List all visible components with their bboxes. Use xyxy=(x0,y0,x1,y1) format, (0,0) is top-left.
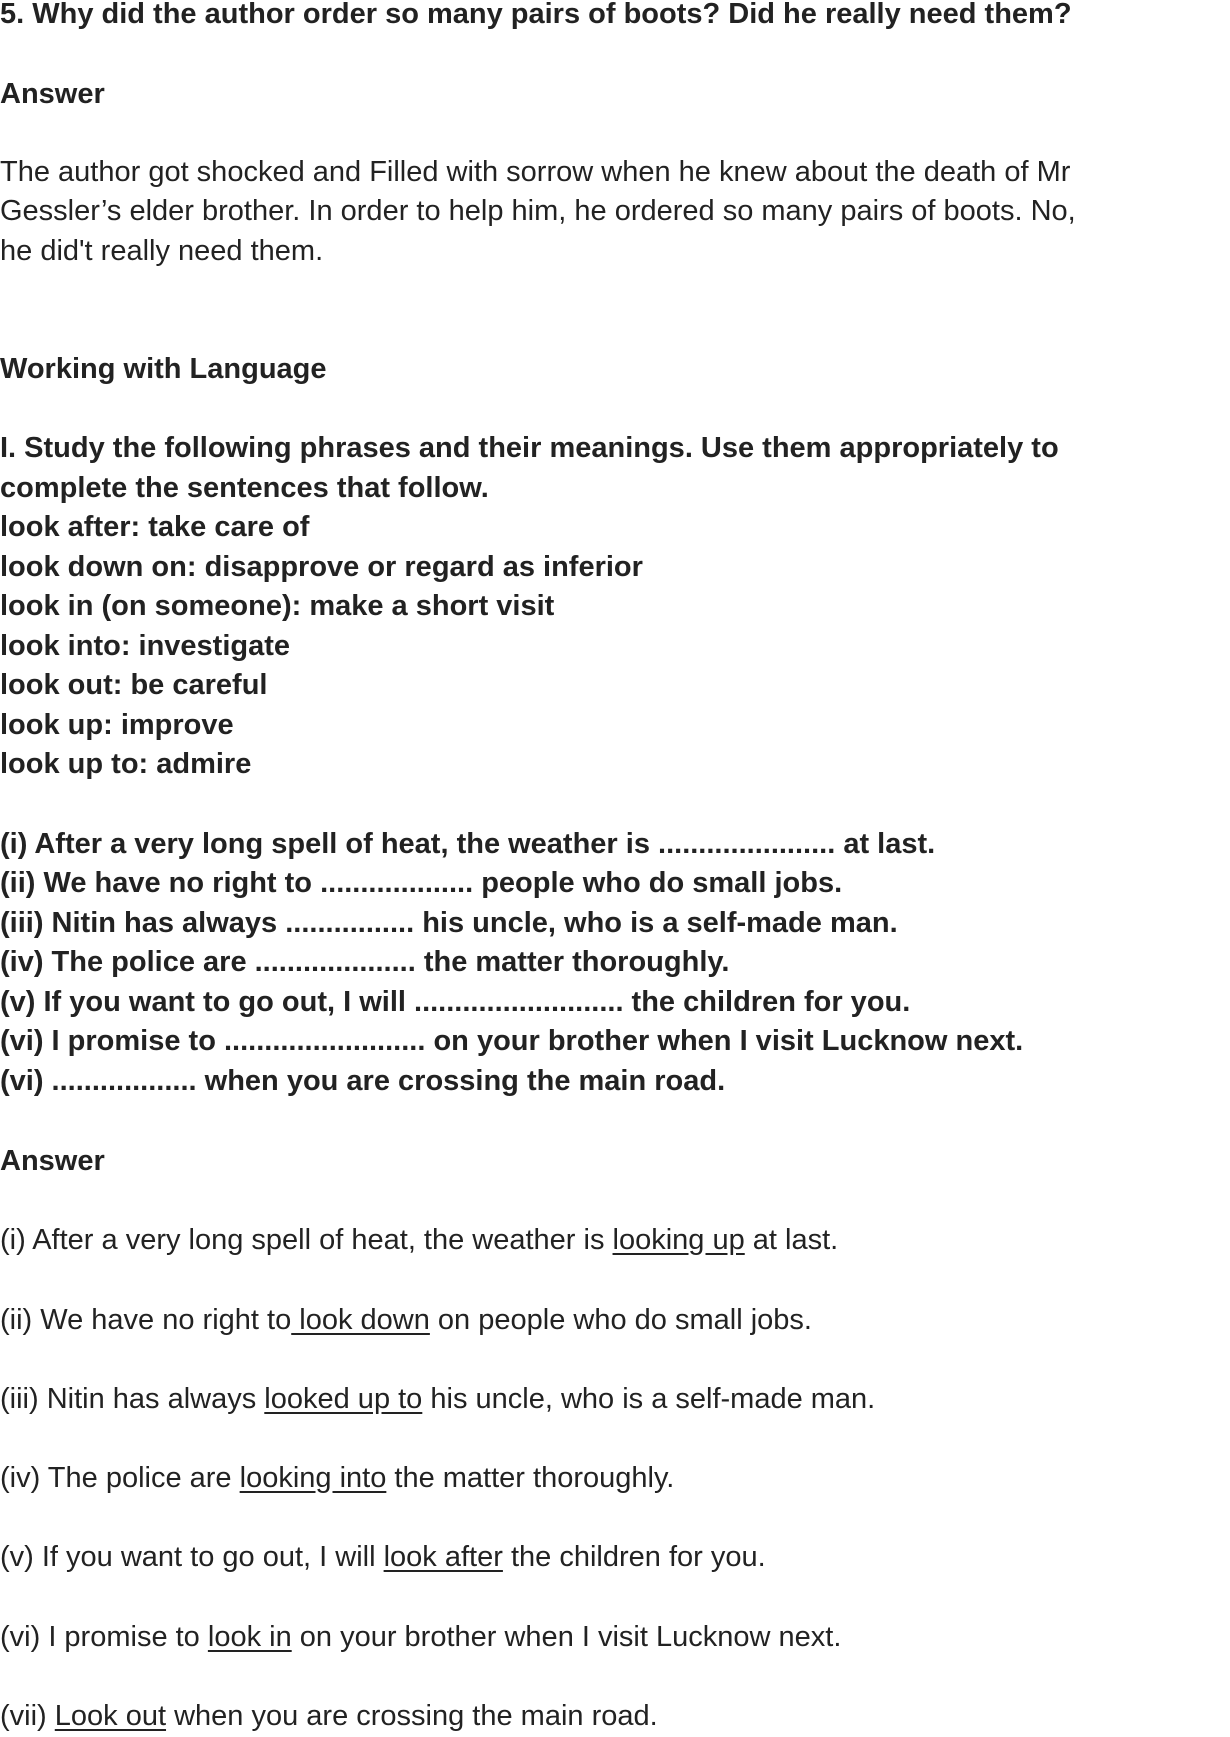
exercise-instruction-line: complete the sentences that follow. xyxy=(0,472,489,504)
answer-line xyxy=(0,1696,658,1736)
answer-phrase: looking into xyxy=(239,1462,387,1494)
answer-phrase: look down xyxy=(291,1304,430,1336)
phrase-item: look up: improve xyxy=(0,709,234,741)
exercise-answer-heading: Answer xyxy=(0,1145,105,1177)
exercise-sentence: (i) After a very long spell of heat, the weather is ...................... at last. xyxy=(0,828,936,860)
phrase-item: look in (on someone): make a short visit xyxy=(0,590,555,622)
exercise-sentence: (vi) .................. when you are crossing the main road. xyxy=(0,1065,726,1097)
answer-line-before: (vii) xyxy=(0,1700,55,1732)
answer-line xyxy=(0,1300,812,1340)
answer-line xyxy=(0,1379,875,1419)
answer-line-before: (i) After a very long spell of heat, the weather is xyxy=(0,1224,613,1256)
answer-line-after: when you are crossing the main road. xyxy=(166,1700,658,1732)
answer-line-after: his uncle, who is a self-made man. xyxy=(422,1383,876,1415)
exercise-sentence: (iii) Nitin has always ................ his uncle, who is a self-made man. xyxy=(0,907,898,939)
exercise-sentence: (iv) The police are .................... the matter thoroughly. xyxy=(0,946,730,978)
answer-paragraph-line: he did't really need them. xyxy=(0,235,324,267)
phrase-item: look down on: disapprove or regard as inferior xyxy=(0,551,643,583)
phrase-item: look after: take care of xyxy=(0,511,310,543)
answer-phrase: looked up to xyxy=(264,1383,423,1415)
answer-phrase: looking up xyxy=(612,1224,745,1256)
answer-line-before: (v) If you want to go out, I will xyxy=(0,1541,384,1573)
answer-line-before: (iii) Nitin has always xyxy=(0,1383,265,1415)
answer-line xyxy=(0,1537,766,1577)
answer-line-after: the matter thoroughly. xyxy=(386,1462,675,1494)
answer-line xyxy=(0,1617,841,1657)
exercise-sentence: (v) If you want to go out, I will .......................... the children for you. xyxy=(0,986,911,1018)
answer-line-before: (vi) I promise to xyxy=(0,1621,208,1653)
answer-paragraph-line: The author got shocked and Filled with sorrow when he knew about the death of Mr xyxy=(0,156,1071,188)
answer-paragraph-line: Gessler’s elder brother. In order to help him, he ordered so many pairs of boots. No, xyxy=(0,195,1076,227)
exercise-sentence: (vi) I promise to ......................... on your brother when I visit Lucknow next. xyxy=(0,1025,1024,1057)
phrase-item: look up to: admire xyxy=(0,748,252,780)
answer-line xyxy=(0,1220,838,1260)
section-heading: Working with Language xyxy=(0,353,327,385)
answer-phrase: look after xyxy=(383,1541,503,1573)
exercise-instruction-line: I. Study the following phrases and their meanings. Use them appropriately to xyxy=(0,432,1059,464)
phrase-item: look out: be careful xyxy=(0,669,268,701)
answer-line-before: (ii) We have no right to xyxy=(0,1304,292,1336)
answer-line-after: on people who do small jobs. xyxy=(429,1304,812,1336)
answer-line-before: (iv) The police are xyxy=(0,1462,240,1494)
answer-phrase: Look out xyxy=(54,1700,167,1732)
question-5-title: 5. Why did the author order so many pairs of boots? Did he really need them? xyxy=(0,0,1072,30)
answer-line-after: on your brother when I visit Lucknow next. xyxy=(291,1621,842,1653)
answer-line xyxy=(0,1458,674,1498)
phrase-item: look into: investigate xyxy=(0,630,291,662)
answer-phrase: look in xyxy=(207,1621,292,1653)
answer-line-after: the children for you. xyxy=(502,1541,766,1573)
question-5-answer-heading: Answer xyxy=(0,78,105,110)
answer-line-after: at last. xyxy=(744,1224,839,1256)
exercise-sentence: (ii) We have no right to ................... people who do small jobs. xyxy=(0,867,843,899)
